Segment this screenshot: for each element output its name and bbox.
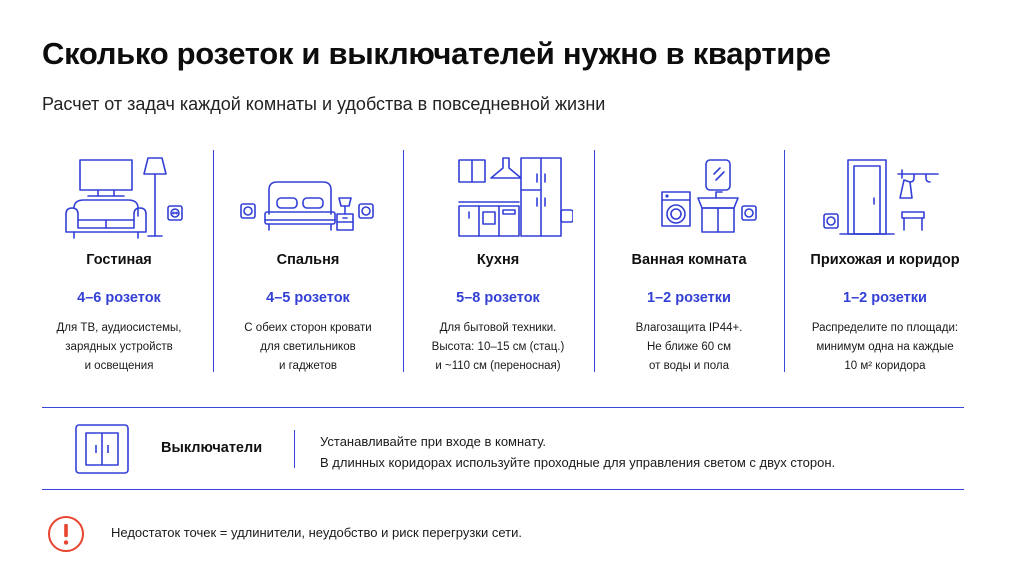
room-name: Прихожая и коридор — [810, 252, 960, 268]
section-divider-top — [42, 407, 964, 408]
outlet-count: 4–6 розеток — [77, 290, 161, 306]
switches-description: Устанавливайте при входе в комнату. В длинных коридорах используйте проходные для управления светом с двух сторон. — [320, 434, 836, 470]
room-card-bathroom — [594, 148, 784, 380]
room-name: Спальня — [276, 252, 340, 268]
outlet-count: 1–2 розетки — [843, 290, 927, 306]
room-card-bedroom — [213, 148, 403, 380]
switches-separator — [294, 430, 295, 468]
room-name: Кухня — [476, 252, 520, 268]
room-description: С обеих сторон кровати для светильников и гаджетов — [244, 322, 372, 372]
bathroom-icon — [614, 154, 764, 240]
room-name: Гостиная — [86, 252, 152, 268]
bedroom-icon — [233, 154, 383, 240]
light-switch-icon — [74, 423, 130, 475]
exclamation-icon — [46, 514, 86, 554]
room-description: Распределите по площади: минимум одна на каждые 10 м² коридора — [811, 322, 959, 372]
room-card-living — [24, 148, 214, 380]
section-divider-bottom — [42, 489, 964, 490]
rooms-grid — [24, 148, 992, 380]
outlet-count: 5–8 розеток — [456, 290, 540, 306]
hallway-icon — [810, 154, 960, 240]
page-title: Сколько розеток и выключателей нужно в квартире — [42, 36, 831, 71]
room-description: Для бытовой техники. Высота: 10–15 см (стац.) и ~110 см (переносная) — [431, 322, 565, 372]
living-room-icon — [44, 154, 194, 240]
kitchen-icon — [423, 154, 573, 240]
room-description: Для ТВ, аудиосистемы, зарядных устройств и освещения — [56, 322, 182, 372]
switches-label: Выключатели — [161, 440, 263, 456]
room-name: Ванная комната — [631, 252, 747, 268]
outlet-count: 1–2 розетки — [647, 290, 731, 306]
page-subtitle: Расчет от задач каждой комнаты и удобства в повседневной жизни — [42, 94, 606, 114]
column-divider — [784, 150, 785, 372]
room-description: Влагозащита IP44+. Не ближе 60 см от воды и пола — [635, 322, 743, 372]
room-card-hallway — [790, 148, 980, 380]
warning-text: Недостаток точек = удлинители, неудобство и риск перегрузки сети. — [111, 525, 522, 540]
outlet-count: 4–5 розеток — [266, 290, 350, 306]
room-card-kitchen — [403, 148, 593, 380]
